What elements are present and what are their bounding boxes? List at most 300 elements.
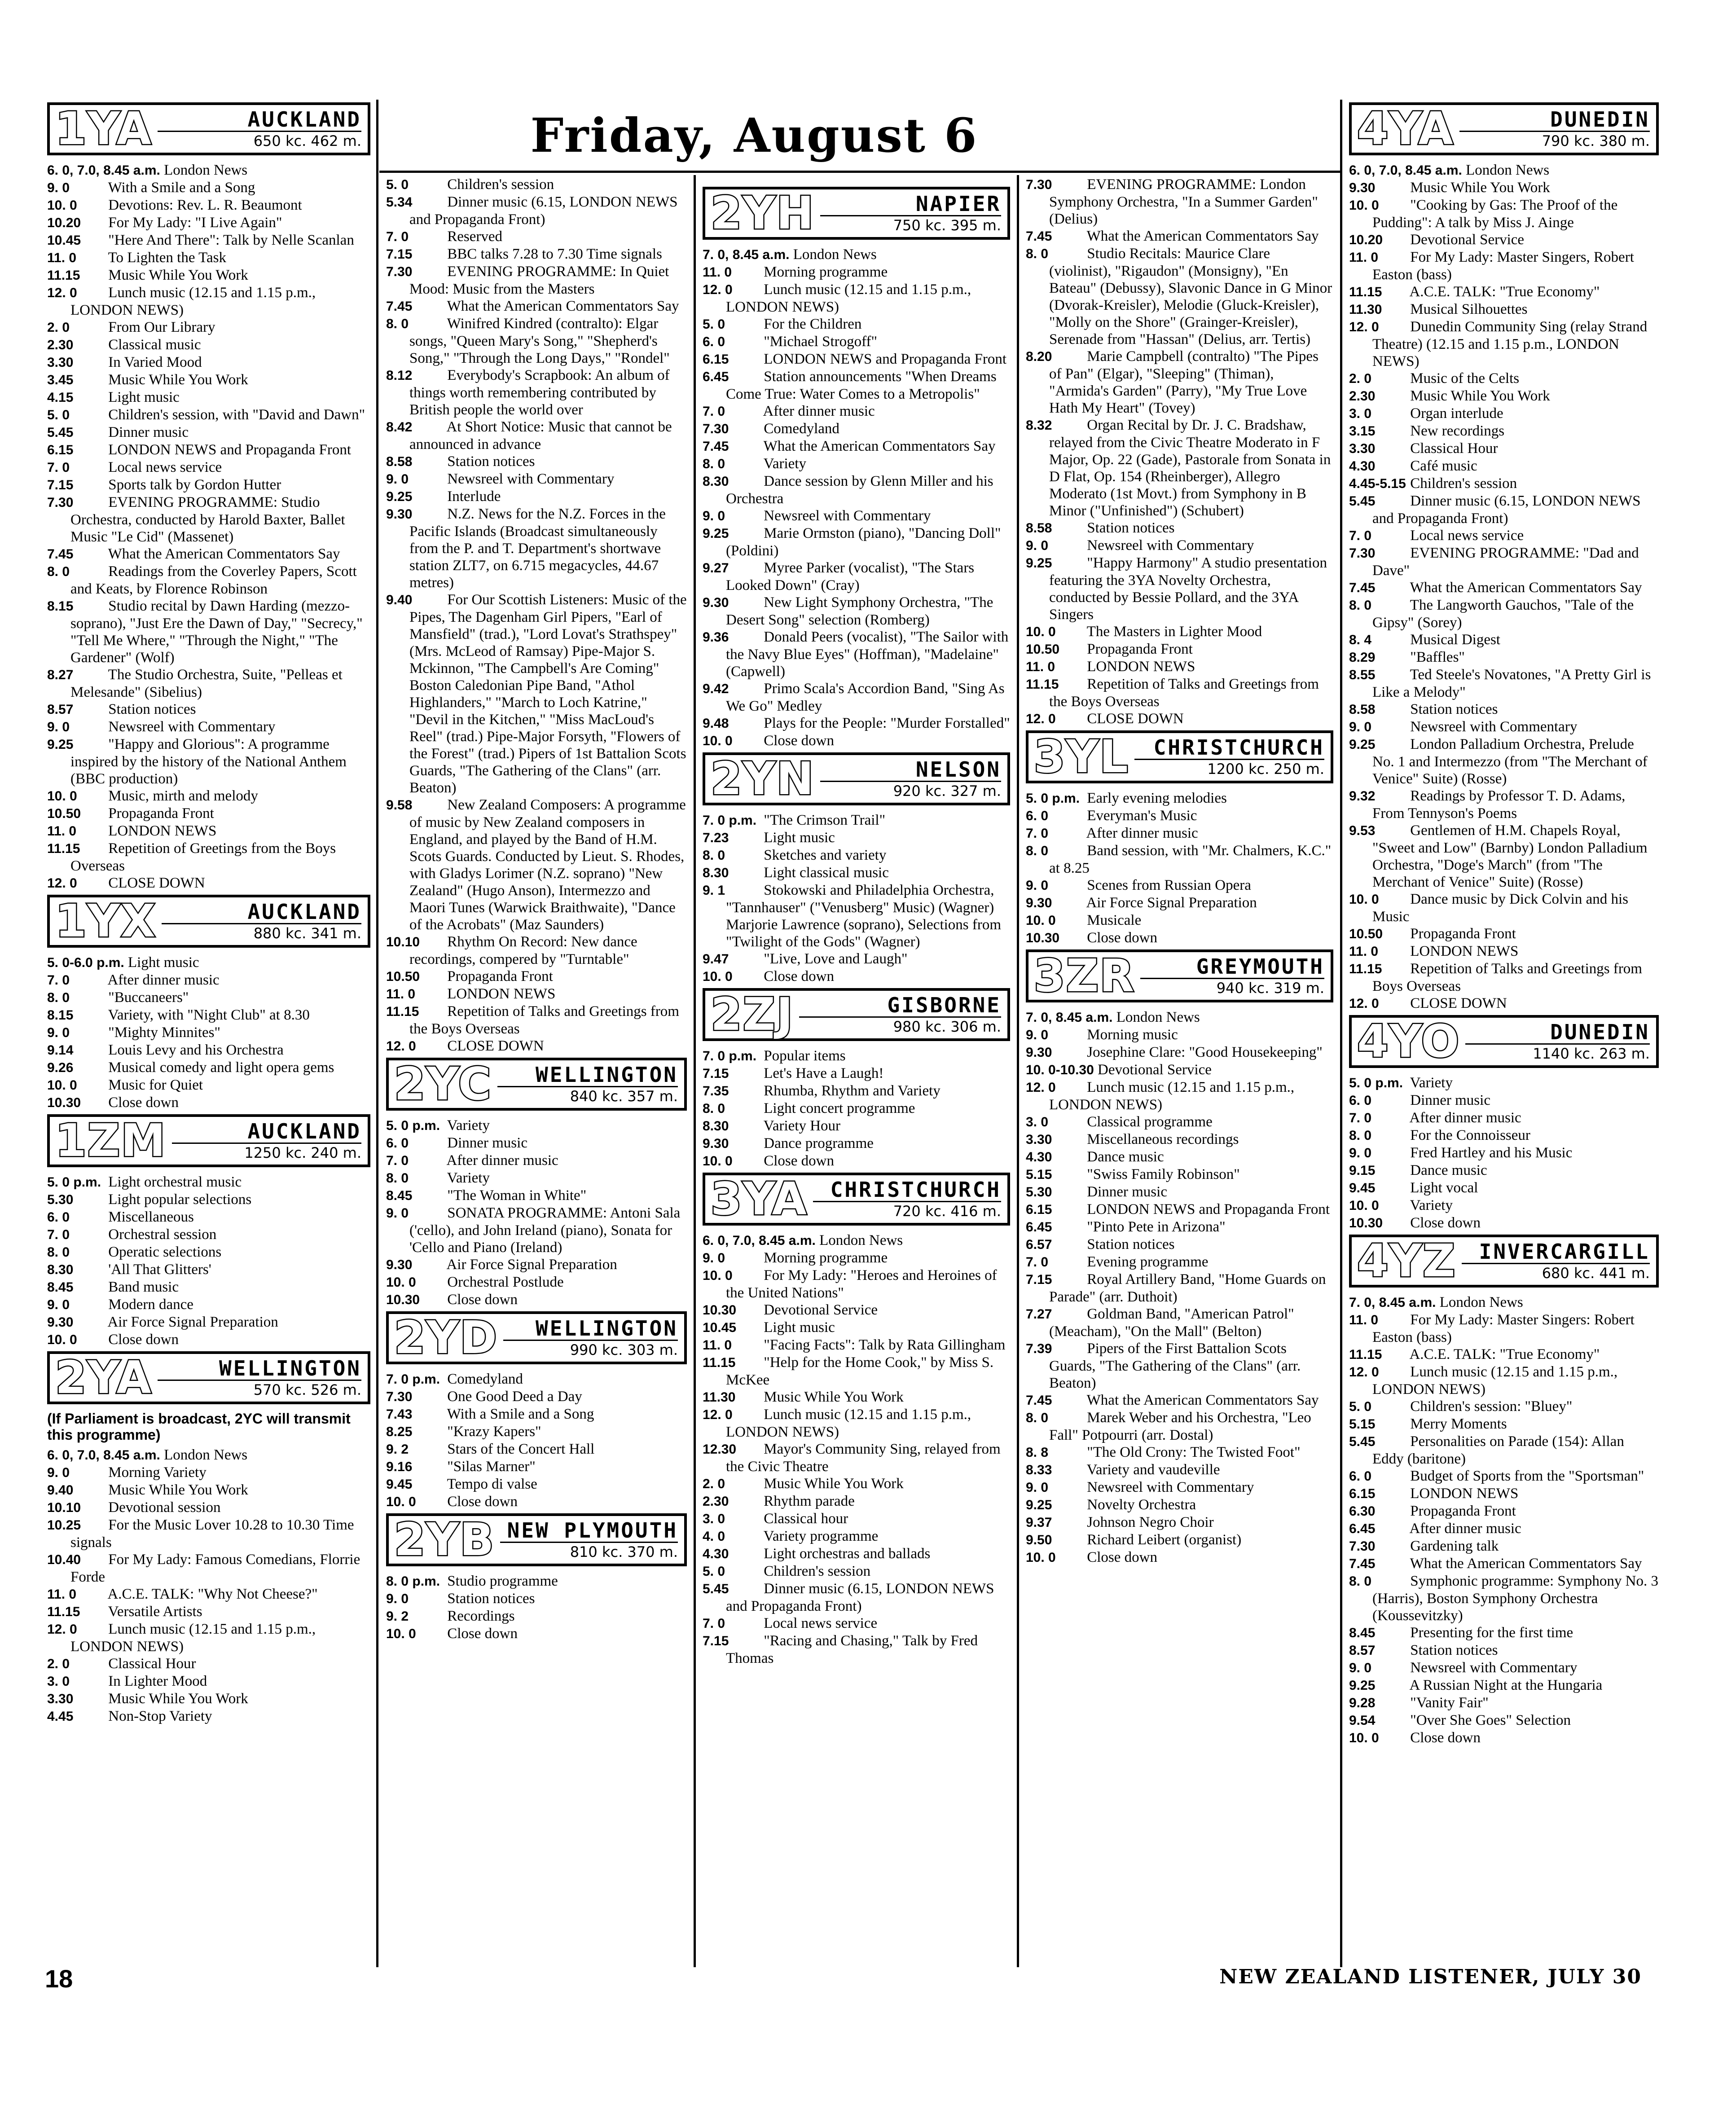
programme-time: 10. 0 <box>1349 1731 1379 1745</box>
programme-time: 7.43 <box>386 1407 413 1422</box>
programme-time: 7.15 <box>386 247 413 262</box>
station-header-4ya <box>1349 102 1659 155</box>
programme-title: Light orchestral music <box>108 1174 242 1190</box>
programme-time: 6.15 <box>703 352 729 367</box>
programme-item <box>1349 1127 1659 1144</box>
programme-title: CLOSE DOWN <box>447 1038 544 1054</box>
programme-time: 11. 0 <box>703 265 732 280</box>
programme-title: Light music <box>108 389 180 405</box>
programme-title: Dance music <box>1410 1162 1487 1178</box>
programme-time: 3.30 <box>1026 1132 1052 1147</box>
programme-time: 7. 0 <box>1026 1255 1049 1270</box>
programme-title: Dinner music <box>108 424 189 440</box>
city: NELSON <box>915 757 1001 782</box>
programme-item <box>47 1516 370 1551</box>
programme-item <box>1026 1061 1333 1079</box>
programme-time: 2.30 <box>1349 389 1376 404</box>
programme-item <box>1349 1520 1659 1538</box>
programme-item <box>386 246 687 263</box>
programme-title: Repetition of Greetings from the Boys Overseas <box>70 840 336 874</box>
programme-time: 5. 0 <box>703 1564 725 1579</box>
programme-time: 9.30 <box>1349 180 1376 195</box>
programme-item <box>47 1042 370 1059</box>
programme-title: Devotional Service <box>1098 1062 1212 1078</box>
programme-time: 11.30 <box>1349 302 1382 317</box>
programme-time: 8.30 <box>703 1119 729 1134</box>
programme-title: Variety, with "Night Club" at 8.30 <box>108 1007 310 1023</box>
programme-item <box>1349 1694 1659 1712</box>
programme-item <box>703 403 1010 420</box>
station-header-1yx <box>47 895 370 948</box>
programme-item <box>386 1291 687 1309</box>
programme-item <box>1026 1131 1333 1148</box>
programme-time: 3.45 <box>47 373 74 387</box>
programme-title: For the Music Lover 10.28 to 10.30 Time signals <box>70 1517 354 1551</box>
callsign: 3YL <box>1034 730 1129 783</box>
programme-time: 9. 0 <box>1026 1480 1049 1495</box>
programme-time: 7.45 <box>1026 1393 1052 1408</box>
programme-time: 10.30 <box>1349 1216 1383 1230</box>
programme-title: LONDON NEWS <box>108 823 217 839</box>
programme-item <box>1026 1009 1333 1026</box>
programme-list-continued <box>386 176 687 1055</box>
programme-item <box>1349 1214 1659 1232</box>
programme-time: 6.57 <box>1026 1237 1052 1252</box>
programme-time: 11.15 <box>47 1604 80 1619</box>
programme-title: Light music <box>764 830 835 846</box>
programme-time: 11.15 <box>1349 1347 1382 1362</box>
programme-time: 12. 0 <box>703 1407 733 1422</box>
programme-item <box>386 1423 687 1441</box>
programme-list <box>1026 790 1333 947</box>
programme-time: 7.15 <box>1026 1272 1052 1287</box>
column-rule <box>1017 175 1019 1967</box>
city: NAPIER <box>915 191 1001 216</box>
programme-item <box>703 1117 1010 1135</box>
programme-title: What the American Commentators Say <box>1410 1556 1642 1572</box>
programme-time: 7.45 <box>47 547 74 562</box>
programme-time: 5. 0-6.0 p.m. <box>47 955 124 970</box>
programme-item <box>703 1336 1010 1354</box>
programme-time: 9. 0 <box>47 720 70 734</box>
programme-title: Devotions: Rev. L. R. Beaumont <box>108 197 302 213</box>
programme-title: CLOSE DOWN <box>108 875 205 891</box>
callsign: 1YX <box>55 895 157 947</box>
programme-time: 10.10 <box>386 935 420 949</box>
city: GISBORNE <box>887 993 1001 1017</box>
programme-time: 10.30 <box>703 1303 737 1318</box>
programme-item <box>703 1267 1010 1301</box>
programme-time: 10. 0 <box>1026 1550 1056 1565</box>
programme-time: 9.50 <box>1026 1533 1052 1547</box>
programme-item <box>47 787 370 805</box>
programme-title: SONATA PROGRAMME: Antoni Sala ('cello), and John Ireland (piano), Sonata for 'Cello and Piano (Ireland) <box>409 1205 681 1256</box>
programme-title: Band session, with "Mr. Chalmers, K.C." at 8.25 <box>1049 843 1332 876</box>
programme-item <box>47 494 370 545</box>
programme-title: EVENING PROGRAMME: Studio Orchestra, conducted by Harold Baxter, Ballet Music "Le Cid" (Massenet) <box>70 494 345 545</box>
programme-title: Royal Artillery Band, "Home Guards on Parade" (arr. Duthoit) <box>1049 1271 1326 1305</box>
programme-item <box>1349 1573 1659 1624</box>
programme-title: Symphonic programme: Symphony No. 3 (Harris), Boston Symphony Orchestra (Koussevitzky) <box>1372 1573 1658 1624</box>
programme-time: 11.15 <box>386 1004 419 1019</box>
programme-item <box>1349 440 1659 457</box>
callsign: 2ZJ <box>711 988 794 1041</box>
programme-title: Children's session <box>1410 475 1517 492</box>
programme-title: Rhumba, Rhythm and Variety <box>764 1083 941 1099</box>
programme-item <box>386 315 687 367</box>
programme-title: Light orchestras and ballads <box>764 1546 931 1562</box>
programme-item <box>386 1608 687 1625</box>
programme-title: Goldman Band, "American Patrol" (Meacham), "On the Mall" (Belton) <box>1049 1306 1294 1340</box>
programme-time: 6. 0 <box>1349 1093 1372 1108</box>
programme-time: 7. 0 <box>1026 826 1049 841</box>
frequency: 1200 kc. 250 m. <box>1134 759 1324 778</box>
programme-time: 9.25 <box>386 489 413 504</box>
programme-time: 8.45 <box>1349 1626 1376 1640</box>
programme-item <box>386 488 687 505</box>
programme-title: Air Force Signal Preparation <box>446 1257 617 1273</box>
programme-title: Dinner music <box>447 1135 527 1151</box>
programme-item <box>1026 807 1333 825</box>
programme-item <box>47 805 370 822</box>
programme-title: "Pinto Pete in Arizona" <box>1087 1219 1226 1235</box>
programme-item <box>1026 1253 1333 1271</box>
programme-title: Light popular selections <box>108 1191 252 1208</box>
programme-item <box>1349 925 1659 943</box>
station-header-3yl <box>1026 730 1333 783</box>
programme-item <box>1349 1074 1659 1092</box>
programme-time: 8. 0 <box>703 848 725 863</box>
programme-time: 11. 0 <box>386 987 416 1002</box>
programme-time: 7. 0 <box>1349 1111 1372 1125</box>
programme-time: 9.30 <box>1026 1045 1052 1060</box>
programme-time: 5.15 <box>1349 1417 1376 1432</box>
programme-title: Non-Stop Variety <box>108 1708 212 1724</box>
programme-time: 8. 0 <box>47 564 70 579</box>
programme-time: 8.33 <box>1026 1463 1052 1477</box>
programme-time: 4.15 <box>47 390 74 405</box>
programme-item <box>47 1191 370 1209</box>
programme-item <box>386 591 687 796</box>
programme-item <box>1349 822 1659 891</box>
programme-title: Marek Weber and his Orchestra, "Leo Fall" Potpourri (arr. Dostal) <box>1049 1410 1311 1443</box>
programme-time: 6.15 <box>1026 1202 1052 1217</box>
programme-title: Station announcements "When Dreams Come True: Water Comes to a Metropolis" <box>726 369 997 402</box>
programme-time: 8.58 <box>386 454 413 469</box>
programme-title: London News <box>164 162 248 178</box>
programme-item <box>1026 1148 1333 1166</box>
programme-title: BBC talks 7.28 to 7.30 Time signals <box>447 246 662 262</box>
programme-time: 11.15 <box>47 268 80 283</box>
programme-title: London News <box>1466 162 1550 178</box>
programme-time: 11.15 <box>1349 285 1382 299</box>
programme-title: Personalities on Parade (154): Allan Eddy (baritone) <box>1372 1433 1624 1467</box>
programme-time: 10.25 <box>47 1518 81 1533</box>
programme-time: 2. 0 <box>703 1477 725 1491</box>
callsign: 2YH <box>711 187 815 239</box>
station-header-1zm <box>47 1114 370 1167</box>
programme-time: 5. 0 <box>386 177 409 192</box>
programme-item <box>47 1296 370 1314</box>
programme-item <box>703 559 1010 594</box>
programme-item <box>1026 842 1333 877</box>
programme-title: What the American Commentators Say <box>447 298 679 314</box>
programme-list <box>47 1173 370 1349</box>
programme-item <box>47 197 370 214</box>
programme-item <box>703 1545 1010 1563</box>
programme-time: 9. 0 <box>47 1465 70 1480</box>
programme-title: "Baffles" <box>1410 649 1465 665</box>
programme-item <box>1026 1236 1333 1253</box>
programme-item <box>47 284 370 319</box>
programme-time: 9.47 <box>703 952 729 967</box>
programme-title: "Here And There": Talk by Nelle Scanlan <box>108 232 354 248</box>
programme-title: Children's session <box>764 1563 871 1579</box>
programme-time: 7.27 <box>1026 1307 1052 1322</box>
programme-item <box>386 176 687 193</box>
programme-item <box>386 1117 687 1134</box>
column-2 <box>386 176 687 2044</box>
column-5 <box>1349 100 1659 1967</box>
programme-time: 5. 0 <box>47 408 70 422</box>
programme-time: 8.30 <box>47 1262 74 1277</box>
programme-item <box>386 1590 687 1608</box>
frequency: 920 kc. 327 m. <box>820 781 1001 800</box>
programme-time: 9.30 <box>47 1315 74 1330</box>
frequency: 990 kc. 303 m. <box>503 1340 678 1359</box>
station-header-2yc <box>386 1058 687 1111</box>
programme-title: Primo Scala's Accordion Band, "Sing As We Go" Medley <box>726 681 1005 714</box>
programme-item <box>47 701 370 718</box>
programme-list <box>1349 162 1659 1012</box>
parliament-note: (If Parliament is broadcast, 2YC will transmit this programme) <box>47 1411 351 1443</box>
programme-title: Tempo di valse <box>447 1476 537 1492</box>
programme-time: 9.42 <box>703 681 729 696</box>
programme-time: 7. 0, 8.45 a.m. <box>1026 1010 1113 1025</box>
programme-item <box>1026 554 1333 623</box>
programme-time: 7. 0 <box>386 1153 409 1168</box>
programme-title: The Masters in Lighter Mood <box>1086 624 1262 640</box>
programme-time: 10. 0 <box>47 1332 77 1347</box>
programme-title: Devotional session <box>108 1499 221 1516</box>
programme-title: Miscellaneous <box>108 1209 194 1225</box>
programme-item <box>1349 405 1659 422</box>
programme-title: Organ Recital by Dr. J. C. Bradshaw, relayed from the Civic Theatre Moderato in F Major, Op. 22 (Gade), Pastorale from Sonata in D Flat, Op. 154 (Rheinberger), Allegro Moderato (1st Movt.) from Symphony in B Minor ("Unfinished") (Schubert) <box>1049 417 1331 519</box>
programme-item <box>47 718 370 736</box>
programme-list <box>1349 1074 1659 1232</box>
programme-title: A.C.E. TALK: "Why Not Cheese?" <box>107 1586 318 1602</box>
programme-title: "The Old Crony: The Twisted Foot" <box>1087 1444 1301 1460</box>
programme-item <box>1026 1496 1333 1514</box>
programme-time: 12. 0 <box>1026 712 1056 726</box>
programme-title: Music While You Work <box>764 1476 904 1492</box>
programme-item <box>703 812 1010 829</box>
programme-time: 5.45 <box>47 425 74 440</box>
programme-title: Light classical music <box>764 865 889 881</box>
programme-item <box>1026 1044 1333 1061</box>
page-title: Friday, August 6 <box>530 108 978 163</box>
programme-time: 7. 0 <box>47 460 70 475</box>
programme-item <box>703 473 1010 507</box>
programme-item <box>1026 1514 1333 1531</box>
programme-title: Light music <box>128 954 199 971</box>
programme-title: Close down <box>447 1494 518 1510</box>
programme-title: Plays for the People: "Murder Forstalled" <box>764 715 1010 731</box>
programme-title: Close down <box>447 1626 518 1642</box>
programme-title: Gentlemen of H.M. Chapels Royal, "Sweet and Low" (Barnby) London Palladium Orchestra, "Doge's March" (from "The Merchant of Venice" Suite) (Rosse) <box>1372 822 1648 890</box>
programme-time: 3. 0 <box>47 1674 70 1689</box>
programme-item <box>703 1135 1010 1152</box>
programme-time: 8. 0 <box>47 1245 70 1260</box>
programme-item <box>1349 1659 1659 1677</box>
programme-item <box>47 1077 370 1094</box>
programme-time: 8.27 <box>47 668 74 682</box>
programme-time: 10. 0 <box>1026 913 1056 928</box>
programme-item <box>386 1625 687 1643</box>
programme-item <box>703 1065 1010 1082</box>
programme-title: Organ interlude <box>1410 405 1503 422</box>
programme-item <box>386 1388 687 1406</box>
programme-title: Newsreel with Commentary <box>447 471 615 487</box>
programme-time: 3.30 <box>47 1692 74 1706</box>
programme-title: EVENING PROGRAMME: In Quiet Mood: Music from the Masters <box>409 264 669 297</box>
programme-time: 12. 0 <box>1349 320 1379 334</box>
frequency: 680 kc. 441 m. <box>1462 1263 1650 1282</box>
programme-time: 8.30 <box>703 474 729 489</box>
programme-item <box>386 367 687 418</box>
programme-title: Let's Have a Laugh! <box>764 1065 884 1081</box>
programme-item <box>1349 579 1659 597</box>
programme-title: Close down <box>764 968 834 984</box>
programme-item <box>1349 249 1659 283</box>
station-header-2zj <box>703 988 1010 1041</box>
programme-title: Newsreel with Commentary <box>1087 1479 1254 1495</box>
programme-time: 6.15 <box>1349 1486 1376 1501</box>
programme-item <box>386 1476 687 1493</box>
programme-title: LONDON NEWS and Propaganda Front <box>1087 1201 1330 1217</box>
programme-time: 8. 0 <box>47 990 70 1005</box>
programme-time: 8. 0 p.m. <box>386 1574 440 1589</box>
frequency: 940 kc. 319 m. <box>1140 978 1324 997</box>
programme-title: "Silas Marner" <box>447 1459 536 1475</box>
programme-title: For My Lady: "I Live Again" <box>108 215 282 231</box>
programme-item <box>1349 527 1659 545</box>
programme-title: N.Z. News for the N.Z. Forces in the Pacific Islands (Broadcast simultaneously from the P. and T. Department's shortwave station ZLT7, on 6.715 megacycles, 44.67 metres) <box>409 506 666 591</box>
programme-item <box>703 1389 1010 1406</box>
programme-title: For Our Scottish Listeners: Music of the Pipes, The Dagenham Girl Pipers, "Earl of Mansfield" (trad.), "Lord Lovat's Strathspey" (Mrs. McLeod of Ramsay) Pipe-Major S. Mckinnon, "The Campbell's Are Coming" Boston Caledonian Pipe Band, "Athol Highlanders," "March to Loch Katrine," "Devil in the Kitchen," "Miss MacLoud's Reel" (trad.) Pipe-Major Forsyth, "Flowers of the Forest" (trad.) Pipers of 1st Battalion Scots Guards, "The Gathering of the Clans" (arr. Beaton) <box>409 592 687 796</box>
programme-title: Stars of the Concert Hall <box>447 1441 595 1457</box>
programme-title: Local news service <box>1410 527 1524 544</box>
programme-time: 12.30 <box>703 1442 737 1457</box>
programme-title: Mayor's Community Sing, relayed from the Civic Theatre <box>726 1441 1001 1475</box>
programme-time: 10. 0 <box>703 1268 733 1283</box>
programme-title: Classical hour <box>764 1511 848 1527</box>
programme-title: A.C.E. TALK: "True Economy" <box>1409 1346 1600 1362</box>
programme-title: After dinner music <box>107 972 220 988</box>
programme-time: 11.15 <box>1349 962 1382 976</box>
programme-title: For the Connoisseur <box>1410 1127 1530 1143</box>
programme-time: 11. 0 <box>703 1338 732 1353</box>
programme-item <box>1026 825 1333 842</box>
programme-title: After dinner music <box>1409 1110 1521 1126</box>
programme-title: Classical programme <box>1087 1114 1213 1130</box>
programme-item <box>1349 631 1659 649</box>
programme-time: 9. 0 <box>1349 1661 1372 1675</box>
programme-title: "The Woman in White" <box>447 1187 587 1204</box>
programme-time: 9.30 <box>703 595 729 610</box>
programme-time: 8.45 <box>47 1280 74 1295</box>
city: WELLINGTON <box>536 1062 678 1087</box>
programme-item <box>703 1354 1010 1389</box>
programme-list <box>703 1047 1010 1170</box>
programme-title: Sketches and variety <box>764 847 887 863</box>
programme-item <box>1026 1271 1333 1305</box>
programme-title: The Studio Orchestra, Suite, "Pelleas et Melesande" (Sibelius) <box>70 667 343 700</box>
programme-item <box>1349 736 1659 787</box>
programme-item <box>47 1621 370 1655</box>
programme-title: Light music <box>764 1319 835 1336</box>
programme-item <box>47 1551 370 1586</box>
programme-title: Lunch music (12.15 and 1.15 p.m., LONDON NEWS) <box>726 1406 971 1440</box>
callsign: 2YA <box>55 1351 152 1404</box>
programme-time: 7. 0 p.m. <box>703 813 757 828</box>
programme-item <box>47 1024 370 1042</box>
programme-title: In Varied Mood <box>108 354 202 370</box>
programme-item <box>1349 387 1659 405</box>
programme-title: Popular items <box>764 1048 846 1064</box>
programme-item <box>1349 1197 1659 1214</box>
programme-item <box>47 459 370 476</box>
programme-item <box>1026 1340 1333 1392</box>
programme-time: 8. 0 <box>1349 598 1372 613</box>
programme-item <box>386 1458 687 1476</box>
programme-time: 9. 0 <box>386 1206 409 1221</box>
programme-title: Light concert programme <box>764 1100 915 1116</box>
programme-title: Morning programme <box>764 264 888 280</box>
programme-title: Musical Digest <box>1410 632 1500 648</box>
programme-title: For My Lady: Master Singers, Robert Easton (bass) <box>1372 249 1634 283</box>
programme-title: Dinner music <box>1410 1092 1490 1108</box>
programme-title: Morning Variety <box>108 1464 207 1481</box>
programme-time: 8. 0 <box>386 1171 409 1186</box>
programme-title: "Over She Goes" Selection <box>1410 1712 1571 1728</box>
programme-time: 6.15 <box>47 443 74 457</box>
programme-time: 9.25 <box>1026 556 1052 571</box>
programme-title: London News <box>164 1447 248 1463</box>
programme-title: Variety <box>763 456 806 472</box>
programme-title: London News <box>1116 1009 1200 1025</box>
station-header-1ya <box>47 102 370 155</box>
programme-title: After dinner music <box>1086 825 1198 841</box>
programme-title: Band music <box>108 1279 179 1295</box>
programme-time: 6. 0 <box>386 1136 409 1151</box>
programme-title: For My Lady: Master Singers: Robert Easton (bass) <box>1372 1312 1635 1345</box>
programme-title: After dinner music <box>446 1152 558 1169</box>
programme-item <box>1349 787 1659 822</box>
programme-time: 5. 0 p.m. <box>47 1175 101 1190</box>
programme-item <box>47 1446 370 1464</box>
programme-item <box>1026 877 1333 894</box>
programme-time: 11.15 <box>1026 677 1059 692</box>
programme-time: 7. 0 p.m. <box>386 1372 440 1387</box>
programme-item <box>47 232 370 249</box>
programme-time: 9. 0 <box>703 509 725 523</box>
programme-time: 7.15 <box>703 1634 729 1648</box>
city: CHRISTCHURCH <box>830 1177 1001 1202</box>
programme-item <box>703 1493 1010 1510</box>
programme-item <box>386 1493 687 1511</box>
programme-title: Propaganda Front <box>108 805 214 822</box>
